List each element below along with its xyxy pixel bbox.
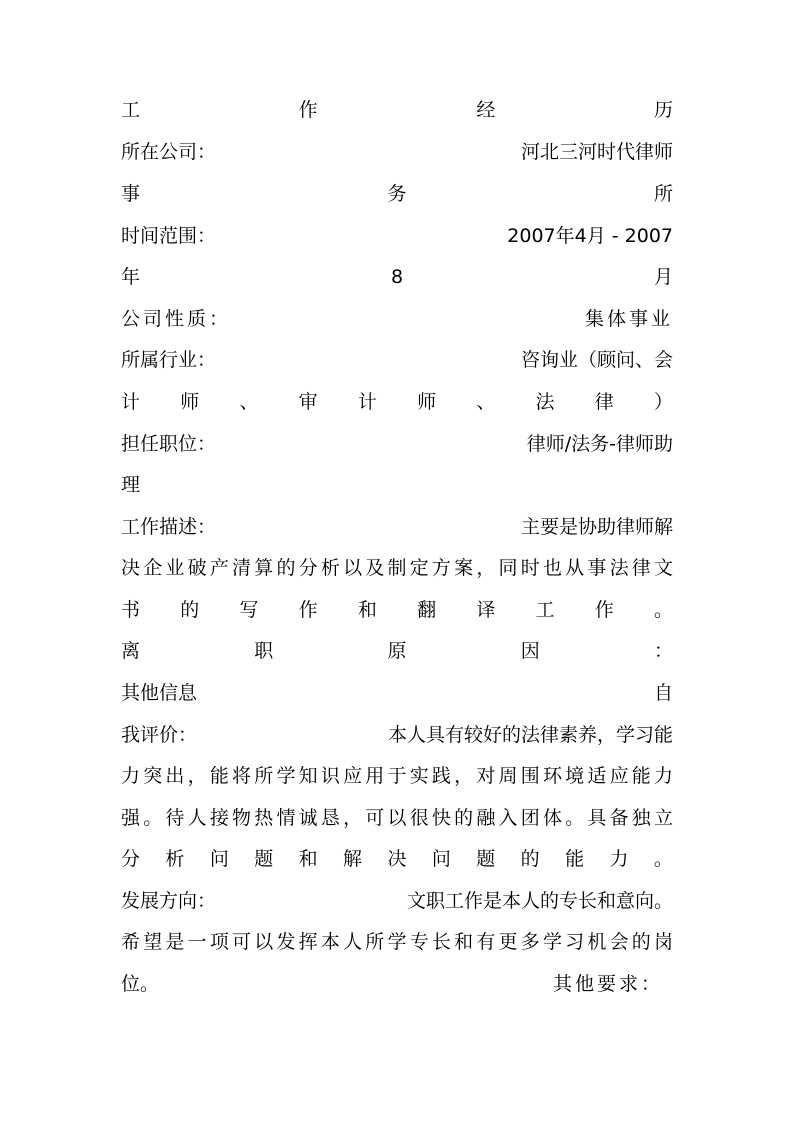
period-char: 年 — [121, 266, 141, 288]
desc-label: 工作描述： — [121, 516, 217, 538]
heading-char: 历 — [653, 99, 673, 121]
period-value: 2007年4月 - 2007 — [507, 225, 673, 247]
other-info-row — [121, 678, 673, 708]
direction-row — [121, 886, 673, 916]
self-eval-char: 析 — [165, 848, 185, 870]
period-row — [121, 221, 673, 251]
leave-char: 离 — [121, 640, 141, 662]
period-value-cont — [121, 262, 673, 292]
leave-char: 原 — [387, 640, 407, 662]
heading-char: 工 — [121, 99, 141, 121]
position-row — [121, 429, 673, 459]
self-eval-char: 能 — [565, 848, 585, 870]
period-label: 时间范围： — [121, 225, 217, 247]
industry-char: 计 — [357, 391, 377, 413]
desc-char: 。 — [653, 599, 673, 621]
self-eval-char: 问 — [209, 848, 229, 870]
desc-char: 工 — [535, 599, 555, 621]
self-eval-char: 问 — [431, 848, 451, 870]
other-info-label: 其他信息 — [121, 682, 198, 704]
desc-char: 译 — [476, 599, 496, 621]
position-char: 理 — [121, 474, 141, 496]
industry-char: 师 — [417, 391, 437, 413]
industry-char: 法 — [535, 391, 555, 413]
self-eval-char: 题 — [476, 848, 496, 870]
self-eval-char: 决 — [387, 848, 407, 870]
heading-char: 作 — [298, 99, 318, 121]
direction-value-end: 位。 — [121, 973, 160, 995]
company-label: 所在公司： — [121, 141, 217, 163]
company-char: 事 — [121, 183, 141, 205]
desc-value-cont — [121, 595, 673, 625]
self-eval-char: 题 — [254, 848, 274, 870]
desc-line: 决企业破产清算的分析以及制定方案，同时也从事法律文 — [121, 557, 673, 579]
industry-char: 、 — [476, 391, 496, 413]
company-value-cont — [121, 179, 673, 209]
leave-char: 职 — [254, 640, 274, 662]
desc-char: 作 — [298, 599, 318, 621]
self-eval-value-cont — [121, 844, 673, 874]
self-eval-row — [121, 720, 673, 750]
industry-row — [121, 345, 673, 375]
desc-char: 作 — [594, 599, 614, 621]
company-char: 所 — [653, 183, 673, 205]
desc-value: 主要是协助律师解 — [520, 516, 673, 538]
industry-value: 咨询业（顾问、会 — [520, 349, 673, 371]
period-char: 月 — [653, 266, 673, 288]
heading-char: 经 — [476, 99, 496, 121]
company-char: 务 — [387, 183, 407, 205]
desc-char: 写 — [239, 599, 259, 621]
position-value-cont — [121, 470, 673, 500]
industry-value-cont — [121, 387, 673, 417]
self-eval-line: 力突出，能将所学知识应用于实践，对周围环境适应能力 — [121, 765, 673, 787]
industry-char: 计 — [121, 391, 141, 413]
direction-line: 希望是一项可以发挥本人所学专长和有更多学习机会的岗 — [121, 931, 673, 953]
self-eval-label: 我评价： — [121, 724, 198, 746]
period-char: 8 — [390, 266, 404, 288]
leave-reason-row — [121, 636, 673, 666]
self-eval-char: 解 — [343, 848, 363, 870]
self-eval-char: 分 — [121, 848, 141, 870]
direction-value: 文职工作是本人的专长和意向。 — [406, 890, 673, 912]
industry-char: 师 — [180, 391, 200, 413]
direction-label: 发展方向： — [121, 890, 217, 912]
nature-row — [121, 304, 673, 334]
self-eval-line: 强。待人接物热情诚恳，可以很快的融入团体。具备独立 — [121, 807, 673, 829]
self-eval-first-char: 自 — [653, 682, 673, 704]
desc-char: 翻 — [417, 599, 437, 621]
self-eval-char: 的 — [520, 848, 540, 870]
company-value: 河北三河时代律师 — [520, 141, 673, 163]
self-eval-char: 力 — [609, 848, 629, 870]
industry-label: 所属行业： — [121, 349, 217, 371]
desc-char: 的 — [180, 599, 200, 621]
leave-char: ： — [653, 640, 673, 662]
desc-char: 书 — [121, 599, 141, 621]
industry-char: 、 — [239, 391, 259, 413]
industry-char: 审 — [298, 391, 318, 413]
section-heading — [121, 95, 673, 125]
other-req-row — [121, 969, 673, 999]
position-label: 担任职位： — [121, 433, 217, 455]
industry-char: 律 — [594, 391, 614, 413]
nature-label: 公司性质： — [121, 308, 232, 330]
nature-value: 集体事业 — [584, 308, 673, 330]
leave-char: 因 — [520, 640, 540, 662]
company-row — [121, 137, 673, 167]
desc-char: 和 — [357, 599, 377, 621]
self-eval-value: 本人具有较好的法律素养，学习能 — [387, 724, 673, 746]
self-eval-char: 。 — [653, 848, 673, 870]
desc-row — [121, 512, 673, 542]
other-req-label: 其他要求： — [552, 973, 663, 995]
self-eval-char: 和 — [298, 848, 318, 870]
industry-char: ） — [653, 391, 673, 413]
position-value: 律师/法务-律师助 — [526, 433, 673, 455]
